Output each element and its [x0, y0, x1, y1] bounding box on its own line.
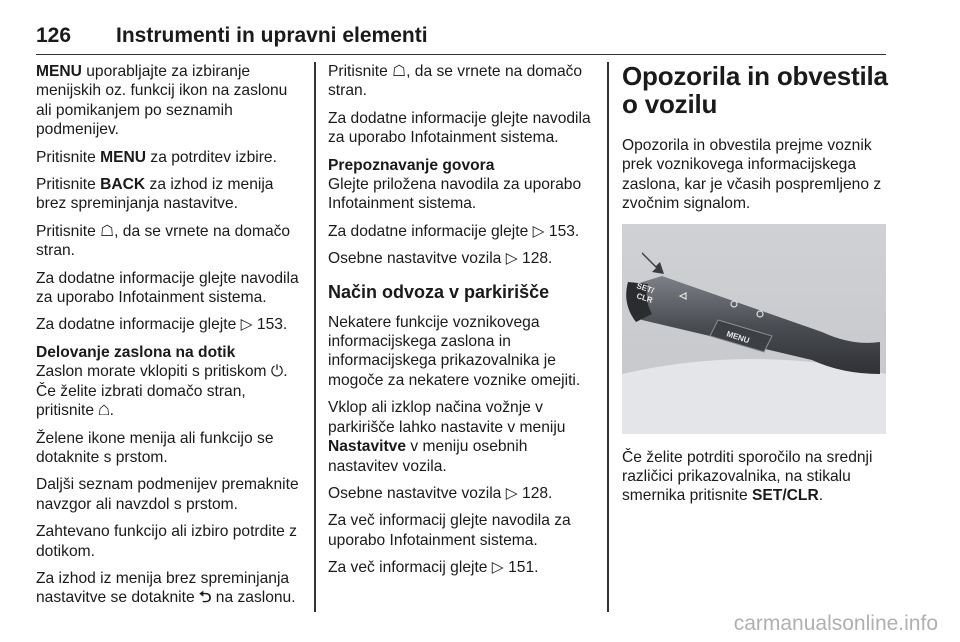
- home-icon: ☖: [100, 222, 115, 240]
- menu-label: MENU: [725, 328, 751, 345]
- cross-reference-arrow-icon: ▷: [240, 316, 253, 334]
- column-1: [36, 62, 302, 616]
- paragraph: Za dodatne informacije glejte ▷ 153.: [328, 222, 580, 240]
- paragraph: Za dodatne informacije glejte navodila za uporabo Infotainment sistema.: [36, 269, 299, 307]
- paragraph: Pritisnite BACK za izhod iz menija brez spreminjanja nastavitve.: [36, 176, 274, 213]
- cross-reference-arrow-icon: ▷: [491, 559, 504, 577]
- lever-illustration: [622, 224, 886, 434]
- paragraph: Zahtevano funkcijo ali izbiro potrdite z dotikom.: [36, 523, 297, 560]
- subsection-heading: Prepoznavanje govora: [328, 156, 495, 174]
- paragraph: Za dodatne informacije glejte ▷ 153.: [36, 316, 288, 334]
- page-number: 126: [36, 24, 72, 47]
- turn-signal-lever-figure: [622, 224, 886, 434]
- paragraph: Pritisnite MENU za potrditev izbire.: [36, 148, 277, 166]
- paragraph: Pritisnite ☖, da se vrnete na domačo stran.: [328, 63, 583, 100]
- paragraph: Osebne nastavitve vozila ▷ 128.: [328, 484, 553, 502]
- paragraph: Za izhod iz menija brez spreminjanja nastavitve se dotaknite ⮌ na zaslonu.: [36, 569, 296, 607]
- paragraph: Za dodatne informacije glejte navodila za uporabo Infotainment sistema.: [328, 109, 591, 147]
- paragraph: Vklop ali izklop načina vožnje v parkirišče lahko nastavite v meniju Nastavitve v meniju osebnih nastavitev vozila.: [328, 399, 566, 475]
- column-3: [622, 62, 888, 514]
- cross-reference-arrow-icon: ▷: [532, 222, 545, 240]
- cross-reference-arrow-icon: ▷: [505, 484, 518, 502]
- home-icon: ☖: [98, 402, 110, 420]
- paragraph: Pritisnite ☖, da se vrnete na domačo stran.: [36, 222, 291, 260]
- column-divider: [314, 62, 316, 612]
- section-heading: Opozorila in obvestila o vozilu: [622, 61, 888, 119]
- paragraph: Glejte priložena navodila za uporabo Infotainment sistema.: [328, 176, 582, 213]
- page-title: Instrumenti in upravni elementi: [116, 24, 428, 47]
- paragraph: Daljši seznam podmenijev premaknite navzgor ali navzdol s prstom.: [36, 476, 299, 513]
- paragraph: Za več informacij glejte ▷ 151.: [328, 559, 539, 577]
- paragraph: Želene ikone menija ali funkcijo se dotaknite s prstom.: [36, 429, 274, 466]
- clr-label: CLR: [635, 290, 654, 305]
- paragraph: Nekatere funkcije voznikovega informacijskega zaslona in informacijskega prikazovalnika je mogoče za nekatere voznike omejiti.: [328, 313, 581, 389]
- column-divider: [607, 62, 609, 612]
- section-heading: Način odvoza v parkirišče: [328, 281, 550, 302]
- paragraph: Če želite potrditi sporočilo na srednji različici prikazovalnika, na stikalu smernika pritisnite SET/CLR.: [622, 448, 873, 505]
- paragraph: Zaslon morate vklopiti s pritiskom ⏻. Če želite izbrati domačo stran, pritisnite ☖.: [36, 363, 288, 420]
- home-icon: ☖: [392, 63, 407, 80]
- power-icon: ⏻: [270, 363, 284, 381]
- back-arrow-icon: ⮌: [198, 589, 212, 607]
- cross-reference-arrow-icon: ▷: [505, 250, 518, 268]
- paragraph: Opozorila in obvestila prejme voznik prek voznikovega informacijskega zaslona, kar je včasih pospremljeno z zvočnim signalom.: [622, 137, 882, 213]
- paragraph: MENU uporabljajte za izbiranje menijskih oz. funkcij ikon na zaslonu ali pomikanjem po seznamih podmenijev.: [36, 63, 288, 139]
- page-header: [36, 22, 886, 55]
- paragraph: Za več informacij glejte navodila za uporabo Infotainment sistema.: [328, 512, 571, 549]
- set-label: SET/: [635, 280, 656, 296]
- paragraph: Osebne nastavitve vozila ▷ 128.: [328, 250, 553, 268]
- column-2: [328, 62, 594, 586]
- watermark: carmanualsonline.info: [733, 612, 938, 635]
- subsection-heading: Delovanje zaslona na dotik: [36, 343, 236, 361]
